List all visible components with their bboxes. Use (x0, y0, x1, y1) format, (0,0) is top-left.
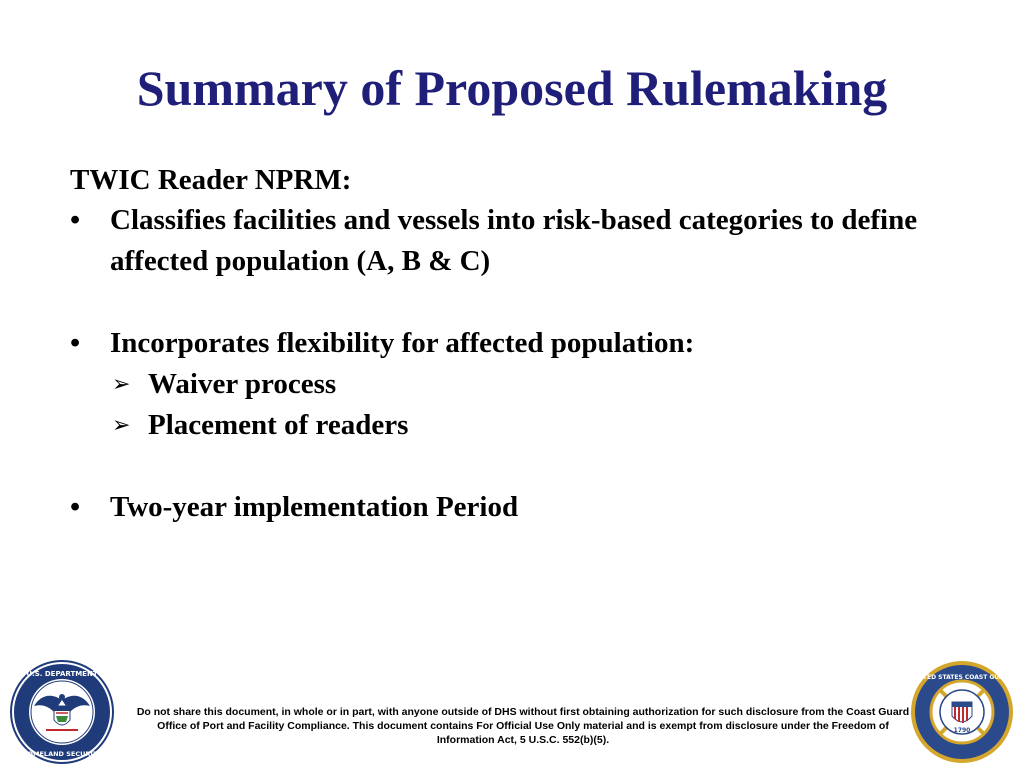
bullet-glyph: • (70, 491, 81, 523)
bullet-glyph: • (70, 327, 81, 359)
arrow-bullet-icon: ➢ (112, 413, 131, 438)
slide-content (70, 160, 970, 528)
svg-text:1790: 1790 (953, 727, 971, 734)
bullet-item-2 (70, 323, 970, 364)
sub-bullet-text: Placement of readers (148, 409, 409, 441)
svg-text:UNITED STATES COAST GUARD: UNITED STATES COAST GUARD (910, 674, 1014, 681)
bullet-text: Classifies facilities and vessels into risk-based categories to define affected population (A, B & C) (110, 204, 918, 277)
svg-text:HOMELAND SECURITY: HOMELAND SECURITY (22, 750, 102, 758)
svg-text:U.S. DEPARTMENT: U.S. DEPARTMENT (26, 670, 98, 678)
bullet-text: Incorporates flexibility for affected population: (110, 327, 695, 359)
arrow-bullet-icon: ➢ (112, 372, 131, 397)
sub-bullet-placement (70, 405, 970, 446)
bullet-item-3 (70, 487, 970, 528)
sub-bullet-waiver (70, 364, 970, 405)
slide-title: Summary of Proposed Rulemaking (136, 60, 888, 116)
dhs-seal-icon (10, 660, 114, 764)
spacer (70, 282, 970, 323)
coast-guard-seal-icon (910, 660, 1014, 764)
sub-bullet-text: Waiver process (148, 368, 337, 400)
bullet-item-1 (70, 200, 970, 282)
bullet-text: Two-year implementation Period (110, 491, 519, 523)
spacer (70, 446, 970, 487)
subheading: TWIC Reader NPRM: (70, 164, 352, 196)
bullet-glyph: • (70, 204, 81, 236)
footer-disclaimer: Do not share this document, in whole or in part, with anyone outside of DHS without first obtaining authorization for such disclosure from the Coast Guard Office of Port and Facility Compliance. This document contains For Official Use Only material and is exempt from disclosure under the Freedom of Information Act, 5 U.S.C. 552(b)(5). (136, 706, 910, 746)
